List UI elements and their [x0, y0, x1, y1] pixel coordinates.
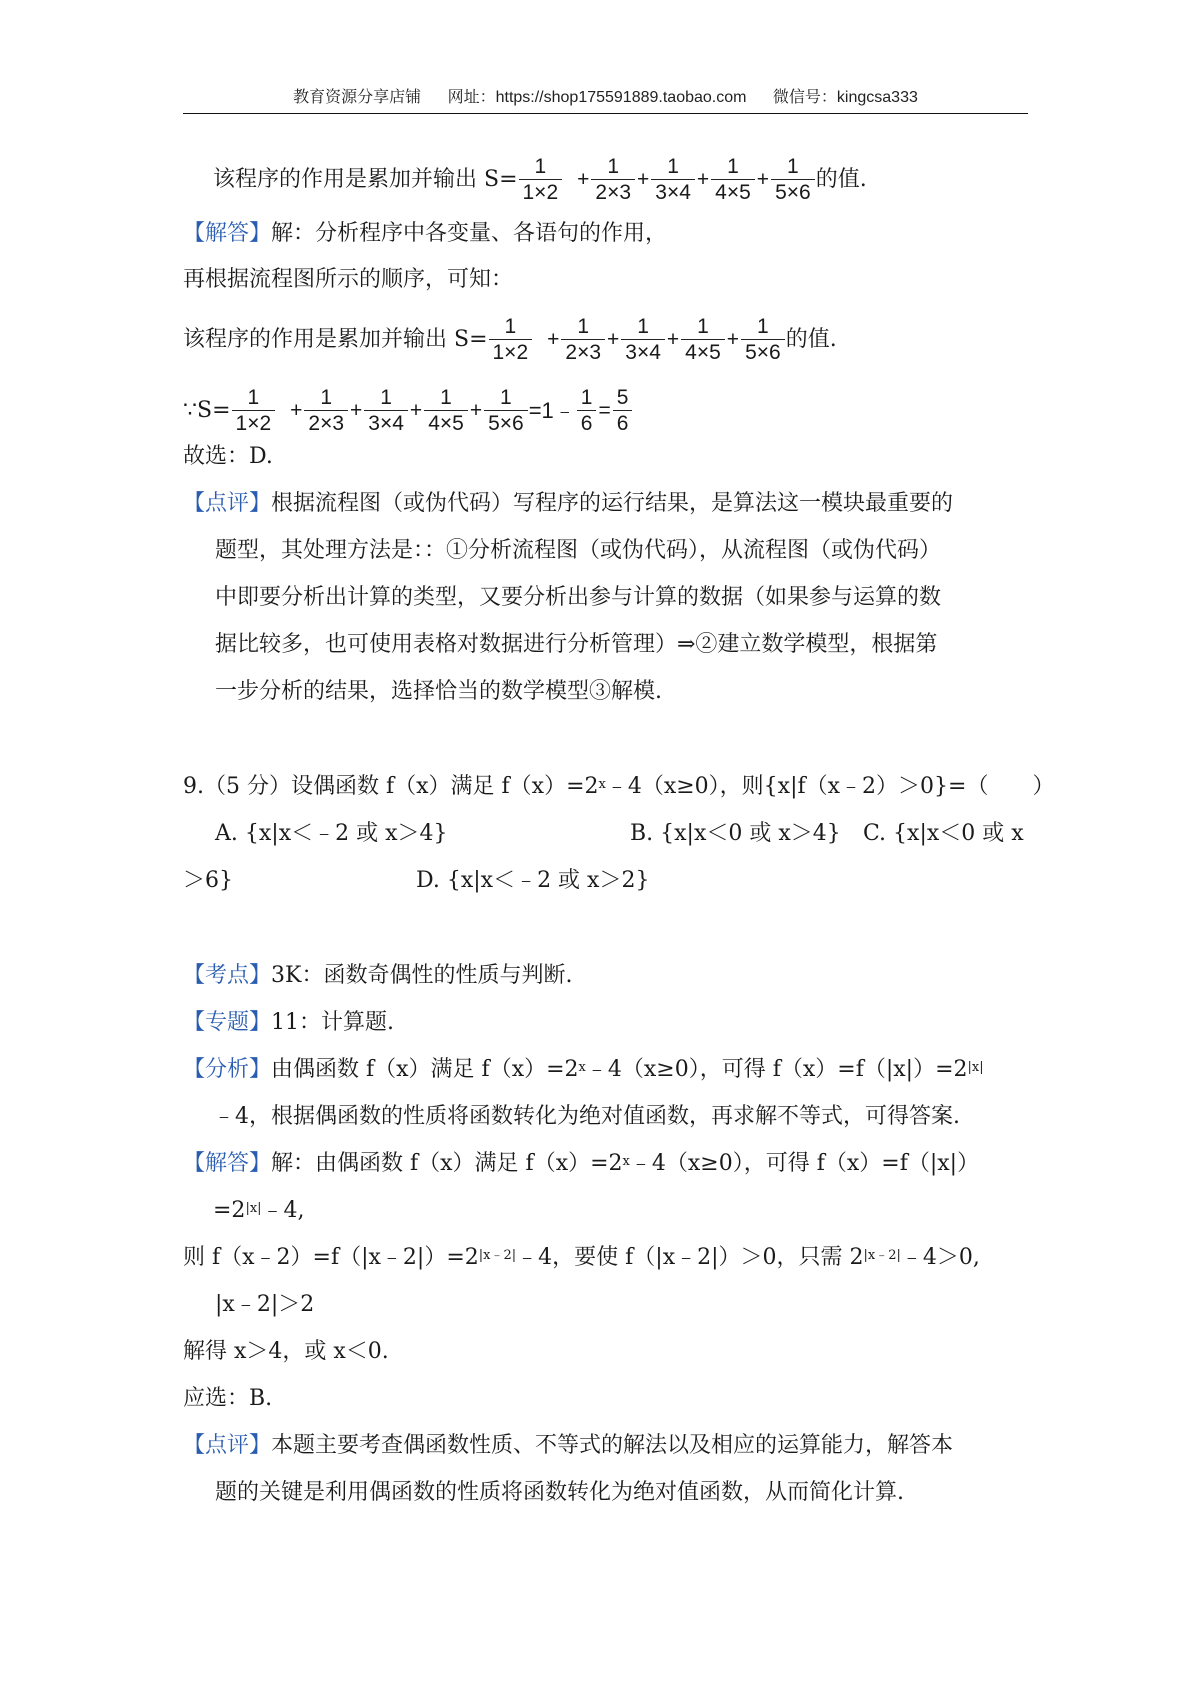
- q9-jieda-line-5: 解得 x＞4，或 x＜0.: [183, 1339, 389, 1364]
- fraction: $\frac{1}{4\times 5}$: [424, 386, 468, 435]
- exponent: |x﹣2|: [478, 1248, 517, 1263]
- q8-choice: 故选：D.: [183, 444, 273, 469]
- q9-jieda-line-2: [213, 1195, 305, 1227]
- q9-zhuanti: [183, 1007, 394, 1039]
- comment-tag: 【点评】: [183, 491, 272, 516]
- q9-answer-choice: 应选：B.: [183, 1386, 273, 1411]
- jieda-text: ﹣4，要使 f（|x﹣2|）＞0，只需 2: [516, 1245, 864, 1270]
- plus-sign: +: [607, 327, 620, 351]
- q9-jieda-line-3: [183, 1242, 980, 1274]
- exponent: |x﹣2|: [863, 1248, 901, 1263]
- sum-suffix: 的值.: [815, 166, 867, 192]
- fraction: $\frac{1}{6}$: [577, 386, 597, 435]
- fraction: $\frac{1}{5\times 6}$: [771, 155, 815, 204]
- fenxi-tag: 【分析】: [183, 1057, 272, 1082]
- result-prefix: =1﹣: [528, 397, 576, 423]
- sum-calculation: [183, 386, 633, 435]
- q9-jieda: [183, 1148, 979, 1180]
- fraction: $\frac{1}{4\times 5}$: [681, 315, 725, 364]
- kaodian-tag: 【考点】: [183, 963, 272, 988]
- q8-answer-line: [183, 218, 667, 250]
- q8-comment-line-1: [183, 488, 953, 520]
- kaodian-text: 3K：函数奇偶性的性质与判断.: [271, 963, 573, 988]
- fraction: $\frac{1}{5\times 6}$: [484, 386, 528, 435]
- sum-suffix: 的值.: [785, 326, 837, 352]
- plus-sign: +: [290, 398, 303, 422]
- jieda-text: 则 f（x﹣2）=f（|x﹣2|）=2: [183, 1245, 479, 1270]
- fraction: $\frac{1}{3\times 4}$: [621, 315, 665, 364]
- exponent: |x|: [967, 1060, 984, 1075]
- q8-line2: 再根据流程图所示的顺序，可知：: [183, 267, 514, 292]
- q9-jieda-line-4: |x﹣2|＞2: [215, 1292, 315, 1317]
- q9-dianping-line-2: 题的关键是利用偶函数的性质将函数转化为绝对值函数，从而简化计算.: [215, 1480, 904, 1505]
- because-prefix: ∵S=: [183, 397, 231, 423]
- plus-sign: +: [666, 327, 680, 351]
- jieda-text: 解：由偶函数 f（x）满足 f（x）=2: [271, 1151, 623, 1176]
- fraction: $\frac{1}{5\times 6}$: [741, 315, 785, 364]
- q9-option-d: D. {x|x＜﹣2 或 x＞2}: [416, 868, 650, 893]
- answer-tag: 【解答】: [183, 221, 272, 246]
- fenxi-text: ﹣4（x≥0），可得 f（x）=f（|x|）=2: [585, 1057, 968, 1082]
- sum-prefix: 该程序的作用是累加并输出 S=: [183, 326, 488, 352]
- fenxi-text: 由偶函数 f（x）满足 f（x）=2: [271, 1057, 579, 1082]
- jieda-text: ﹣4,: [261, 1198, 305, 1223]
- wechat-id: kingcsa333: [836, 89, 918, 106]
- q9-dianping: [183, 1430, 953, 1462]
- site-label: 网址：: [447, 89, 496, 106]
- equals-sign: =: [598, 398, 611, 422]
- q9-fenxi: [183, 1054, 984, 1086]
- fraction: $\frac{1}{1\times 2}$: [232, 386, 276, 435]
- stem-text: ﹣4（x≥0），则{x|f（x﹣2）＞0}=（ ）: [605, 774, 1055, 799]
- jieda-text: ﹣4＞0,: [900, 1245, 980, 1270]
- q9-stem: [183, 771, 1054, 803]
- fraction: $\frac{1}{3\times 4}$: [651, 155, 695, 204]
- q8-comment-line-5: 一步分析的结果，选择恰当的数学模型③解模.: [215, 679, 662, 704]
- fraction: $\frac{5}{6}$: [613, 386, 633, 435]
- comment-text: 根据流程图（或伪代码）写程序的运行结果，是算法这一模块最重要的: [271, 491, 954, 516]
- jieda-text: =2: [213, 1198, 246, 1223]
- plus-sign: +: [350, 398, 363, 422]
- site-url: https://shop175591889.taobao.com: [495, 89, 747, 106]
- sum-statement-2: [183, 315, 837, 364]
- jieda-text: ﹣4（x≥0），可得 f（x）=f（|x|）: [629, 1151, 980, 1176]
- sum-statement-1: [213, 155, 867, 204]
- plus-sign: +: [696, 167, 710, 191]
- fraction: $\frac{1}{4\times 5}$: [711, 155, 755, 204]
- dianping-text: 本题主要考查偶函数性质、不等式的解法以及相应的运算能力，解答本: [271, 1433, 954, 1458]
- q9-option-a: A. {x|x＜﹣2 或 x＞4}: [215, 821, 448, 846]
- wechat-label: 微信号：: [772, 89, 837, 106]
- exponent: x: [622, 1154, 630, 1169]
- stem-text: 9.（5 分）设偶函数 f（x）满足 f（x）=2: [183, 774, 599, 799]
- plus-sign: +: [547, 327, 560, 351]
- plus-sign: +: [409, 398, 423, 422]
- q9-kaodian: [183, 960, 572, 992]
- fraction: $\frac{1}{3\times 4}$: [364, 386, 408, 435]
- q9-option-c-cont: ＞6}: [183, 868, 233, 893]
- plus-sign: +: [469, 398, 483, 422]
- q8-comment-line-4: 据比较多，也可使用表格对数据进行分析管理）⇒②建立数学模型，根据第: [215, 632, 938, 657]
- fraction: $\frac{1}{1\times 2}$: [489, 315, 533, 364]
- q9-option-c: C. {x|x＜0 或 x: [863, 821, 1024, 846]
- answer-text: 解：分析程序中各变量、各语句的作用，: [271, 221, 668, 246]
- fraction: $\frac{1}{1\times 2}$: [519, 155, 563, 204]
- fraction: $\frac{1}{2\times 3}$: [591, 155, 635, 204]
- q8-comment-line-3: 中即要分析出计算的类型，又要分析出参与计算的数据（如果参与运算的数: [215, 585, 942, 610]
- plus-sign: +: [756, 167, 770, 191]
- exponent: x: [598, 777, 606, 792]
- fraction: $\frac{1}{2\times 3}$: [561, 315, 605, 364]
- exponent: |x|: [245, 1201, 262, 1216]
- sum-prefix: 该程序的作用是累加并输出 S=: [213, 166, 518, 192]
- q8-comment-line-2: 题型，其处理方法是：：①分析流程图（或伪代码），从流程图（或伪代码）: [215, 538, 942, 563]
- zhuanti-tag: 【专题】: [183, 1010, 272, 1035]
- page-header: [183, 84, 1028, 114]
- q9-fenxi-line-2: ﹣4，根据偶函数的性质将函数转化为绝对值函数，再求解不等式，可得答案.: [213, 1104, 960, 1129]
- plus-sign: +: [726, 327, 740, 351]
- dianping-tag: 【点评】: [183, 1433, 272, 1458]
- exponent: x: [578, 1060, 586, 1075]
- plus-sign: +: [637, 167, 650, 191]
- plus-sign: +: [577, 167, 590, 191]
- q9-option-b: B. {x|x＜0 或 x＞4}: [630, 821, 841, 846]
- jieda-tag: 【解答】: [183, 1151, 272, 1176]
- shop-name: 教育资源分享店铺: [293, 89, 422, 106]
- zhuanti-text: 11：计算题.: [271, 1010, 395, 1035]
- fraction: $\frac{1}{2\times 3}$: [304, 386, 348, 435]
